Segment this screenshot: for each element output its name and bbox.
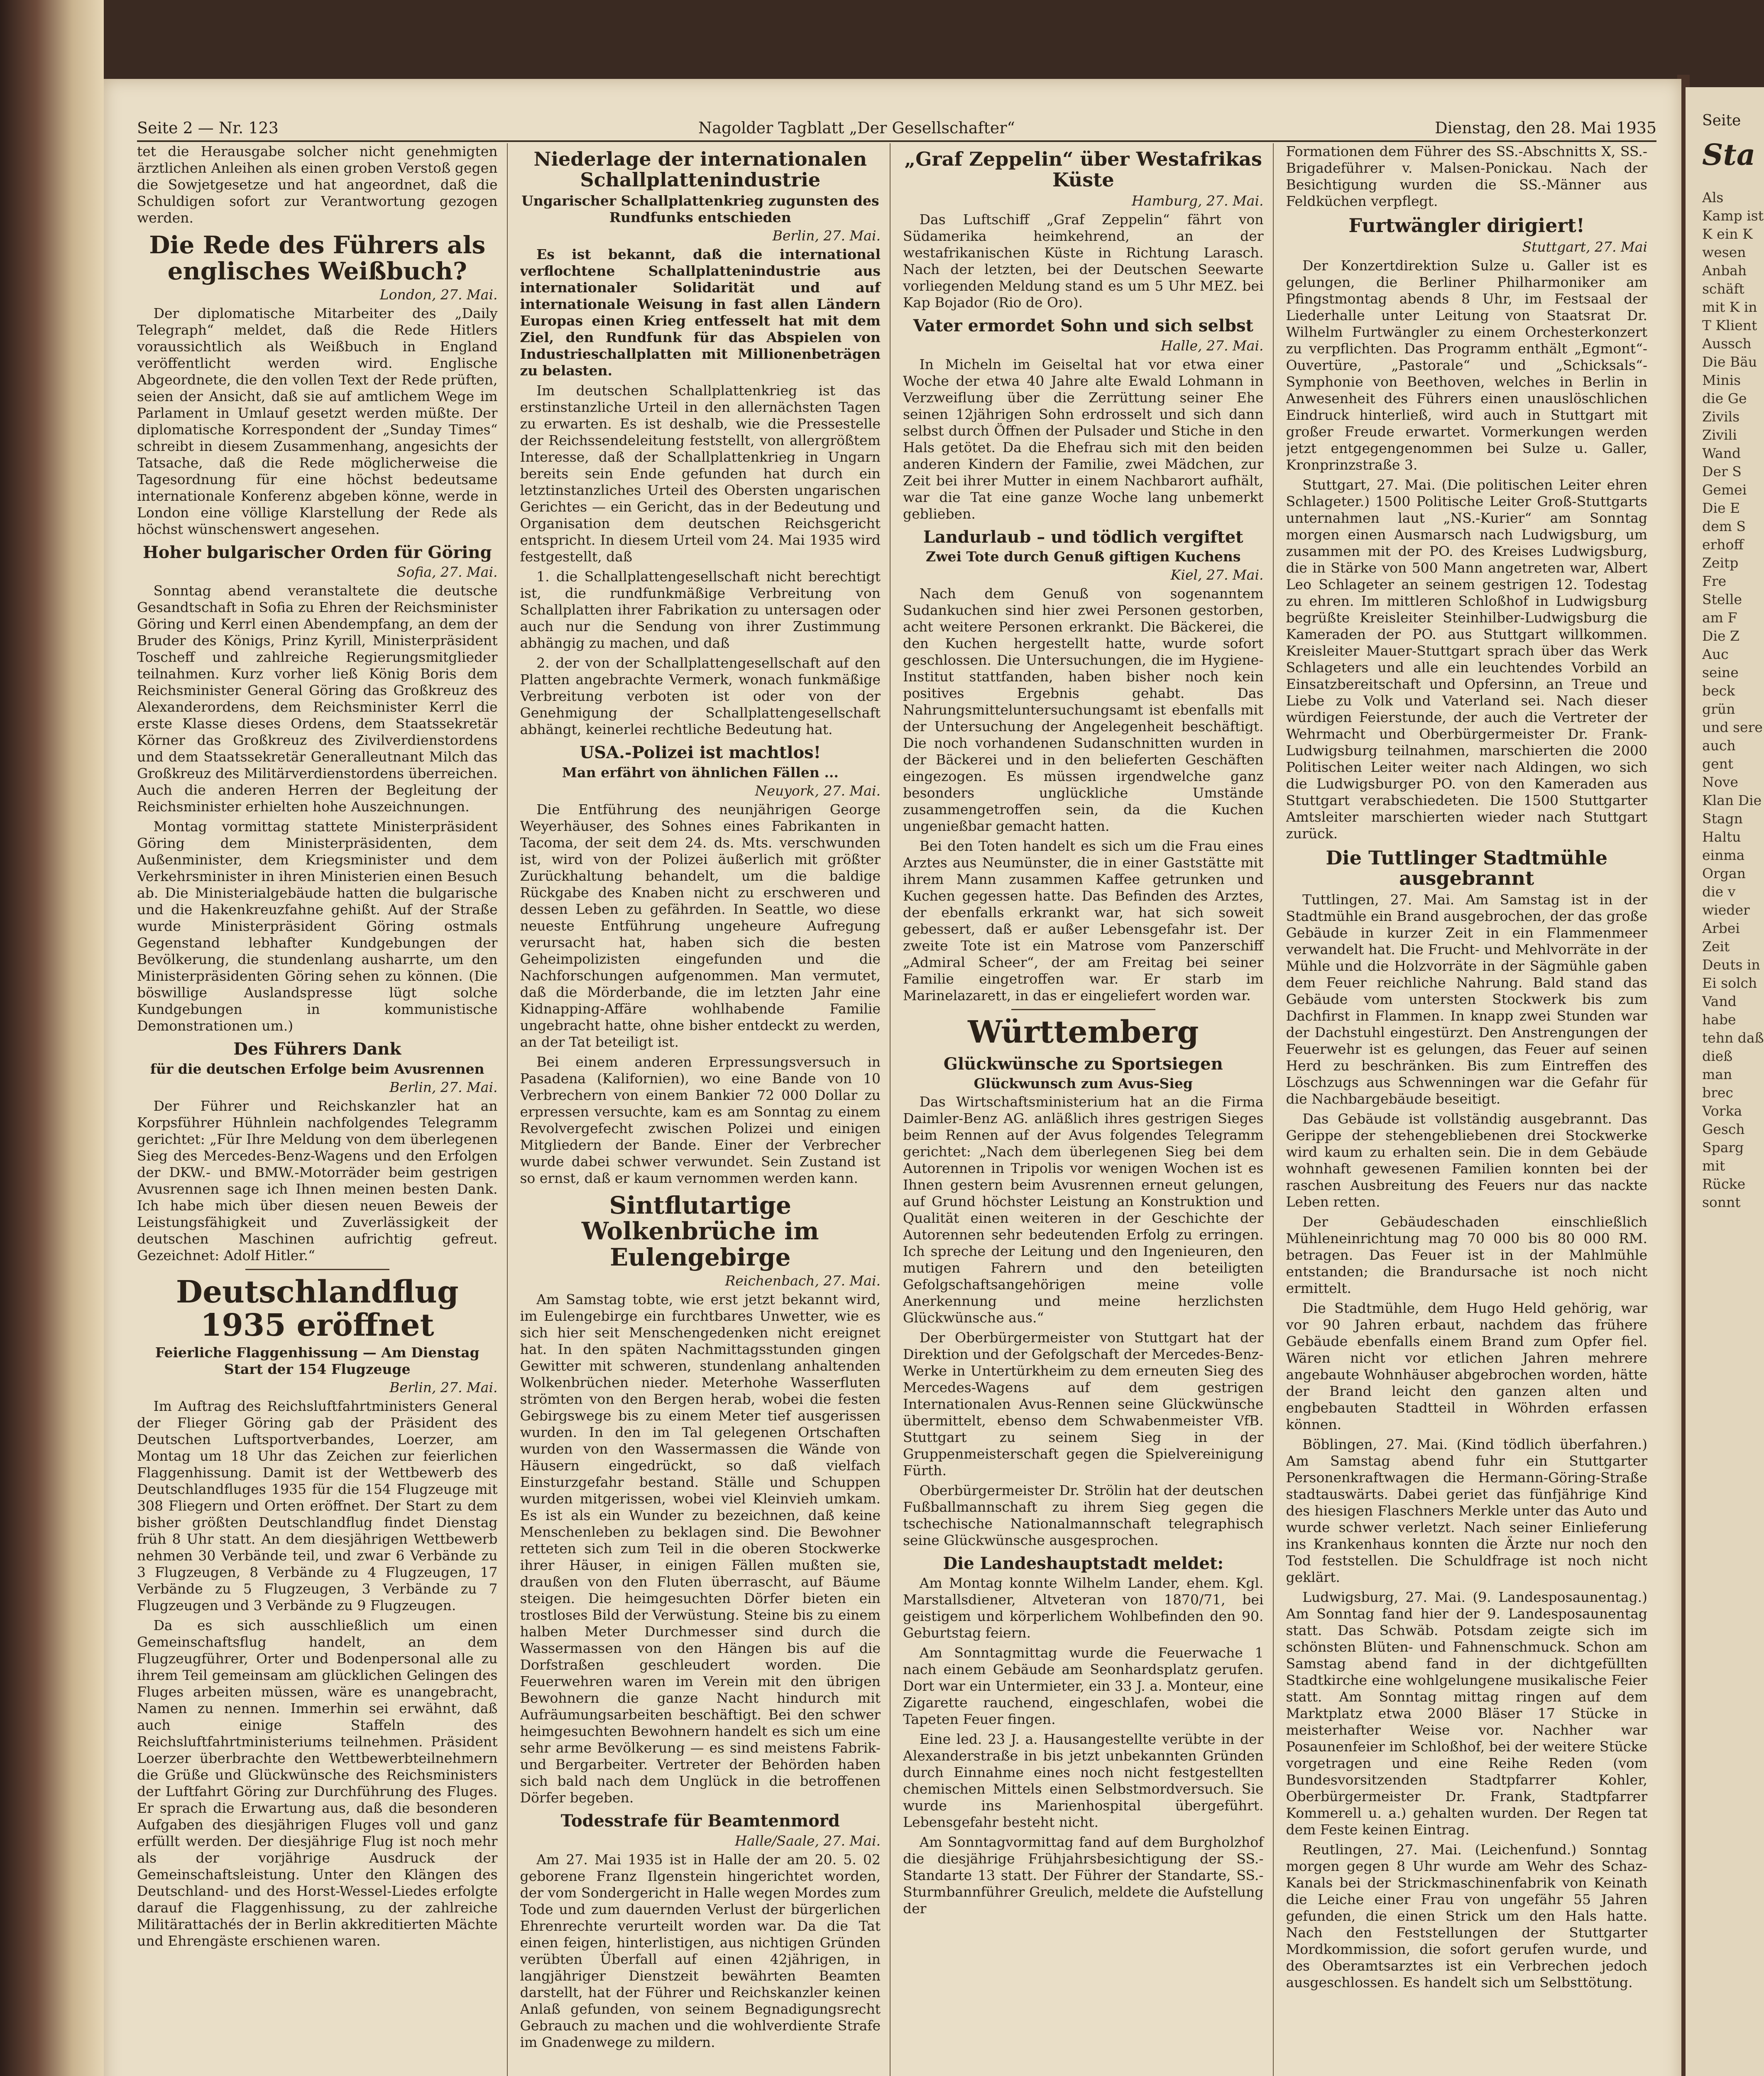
header-date: Dienstag, den 28. Mai 1935 — [1435, 119, 1656, 137]
article-paragraph: Am Montag konnte Wilhelm Lander, ehem. Kgl. Marstallsdiener, Altveteran von 1870/71, bei geistigem und körperlichem Wohlbefinden den 90. Geburtstag feiern. — [903, 1575, 1264, 1641]
column-3 — [903, 143, 1274, 2076]
article-headline: Vater ermordet Sohn und sich selbst — [913, 316, 1254, 336]
article-dateline: Halle/Saale, 27. Mai. — [735, 1832, 881, 1849]
article-paragraph: 1. die Schallplattengesellschaft nicht berechtigt ist, die rundfunkmäßige Verbreitung von Schallplatten ihrer Fabrikation zu untersagen oder auch nur die Sendung von ihrer Zustimmung abhängig zu machen, und daß — [520, 568, 881, 651]
article-paragraph: Am 27. Mai 1935 ist in Halle der am 20. 5. 02 geborene Franz Ilgenstein hingerichtet worden, der vom Sondergericht in Halle wegen Mordes zum Tode und zum dauernden Verlust der bürgerlichen Ehrenrechte verurteilt worden war. Da die Tat einen feigen, hinterlistigen, aus nichtigen Gründen verübten Überfall auf einen 42jährigen, in langjähriger Dienstzeit bewährten Beamten darstellt, hat der Führer und Reichskanzler keinen Anlaß gefunden, von seinem Begnadigungsrecht Gebrauch zu machen und die wohlverdiente Strafe im Gnadenwege zu mildern. — [520, 1851, 881, 2050]
article-dateline: Berlin, 27. Mai. — [389, 1379, 498, 1396]
article-paragraph: Reutlingen, 27. Mai. (Leichenfund.) Sonntag morgen gegen 8 Uhr wurde am Wehr des Schaz-Kanals bei der Strickmaschinenfabrik von Keinath die Leiche einer Frau von ungefähr 55 Jahren gefunden, die einen Strick um den Hals hatte. Nach den Feststellungen der Stuttgarter Mordkommission, die sofort gerufen wurde, und des Oberamtsarztes ist ein Verbrechen jedoch ausgeschlossen. Es handelt sich um Selbsttötung. — [1286, 1841, 1647, 1991]
article-paragraph: Im deutschen Schallplattenkrieg ist das erstinstanzliche Urteil in den allernächsten Tagen zu erwarten. Es ist deshalb, wie die Pressestelle der Reichssendeleitung feststellt, von allergrößtem Interesse, daß der Schallplattenkrieg in Ungarn bereits sein Ende gefunden hat durch ein letztinstanzliches Urteil des Obersten ungarischen Gerichtes — ein Gericht, das in der Bedeutung und Organisation dem deutschen Reichsgericht entspricht. In diesem Urteil vom 24. Mai 1935 wird festgestellt, daß — [520, 382, 881, 565]
article-paragraph: Da es sich ausschließlich um einen Gemeinschaftsflug handelt, an dem Flugzeugführer, Orter und Bodenpersonal alle zu ihrem Teil gemeinsam am glücklichen Gelingen des Fluges arbeiten müssen, wäre es unangebracht, Namen zu nennen. Immerhin sei erwähnt, daß auch einige Staffeln des Reichsluftfahrtministeriums teilnehmen. Präsident Loerzer überbrachte den Wettbewerbteilnehmern die Grüße und Glückwünsche des Reichsministers der Luftfahrt Göring zur Durchführung des Fluges. Er sprach die Erwartung aus, daß die besonderen Aufgaben des diesjährigen Fluges voll und ganz erfüllt werden. Der diesjährige Flug ist noch mehr als der vorjährige Ausdruck der Gemeinschaftsleistung. Unter den Klängen des Deutschland- und des Horst-Wessel-Liedes erfolgte darauf die Flaggenhissung, zu der zahlreiche Militärattachés der in Berlin akkreditierten Mächte und Ehrengäste erschienen waren. — [137, 1617, 498, 1949]
article-subheadline: Zwei Tote durch Genuß giftigen Kuchens — [925, 548, 1241, 565]
article-subheadline: Glückwunsch zum Avus-Sieg — [974, 1075, 1193, 1092]
article-paragraph: Nach dem Genuß von sogenanntem Sudankuchen sind hier zwei Personen gestorben, acht weitere Personen erkrankt. Die Bäckerei, die den Kuchen hergestellt hatte, wurde sofort geschlossen. Die Untersuchungen, die im Hygiene-Institut stattfanden, haben bisher noch kein positives Ergebnis gehabt. Das Nahrungsmitteluntersuchungsamt ist ebenfalls mit der Untersuchung der Angelegenheit beschäftigt. Die noch vorhandenen Sudanschnitten wurden in der Bäckerei und in den belieferten Geschäften eingezogen. Es müssen irgendwelche ganz besonders unglückliche Umstände zusammengetroffen sein, da die Kuchen ungenießbar gemacht hatten. — [903, 585, 1264, 834]
article-paragraph: 2. der von der Schallplattengesellschaft auf den Platten angebrachte Vermerk, wonach funkmäßige Verbreitung verboten ist oder von der Genehmigung der Schallplattengesellschaft abhängt, keinerlei rechtliche Bedeutung hat. — [520, 655, 881, 738]
article-headline: Die Rede des Führers als englisches Weißbuch? — [149, 231, 486, 285]
article-paragraph: Tuttlingen, 27. Mai. Am Samstag ist in der Stadtmühle ein Brand ausgebrochen, der das große Gebäude in kurzer Zeit in ein Flammenmeer verwandelt hat. Die Frucht- und Mehlvorräte in der Mühle und die Holzvorräte in der Sägmühle gaben dem Feuer reichliche Nahrung. Bald stand das Gebäude vom untersten Stockwerk bis zum Dachfirst in Flammen. In knapp zwei Stunden war der Dachstuhl eingestürzt. Den Anstrengungen der Feuerwehr ist es gelungen, das Feuer auf seinen Herd zu beschränken. Bis zum Eintreffen des Löschzugs aus Schwenningen war die Gefahr für die Nachbargebäude beseitigt. — [1286, 891, 1647, 1107]
article-headline: Deutschlandflug 1935 eröffnet — [176, 1274, 459, 1343]
article-paragraph: Bei einem anderen Erpressungsversuch in Pasadena (Kalifornien), wo eine Bande von 10 Verbrechern von einem Bankier 72 000 Dollar zu erpressen versuchte, kam es am Sonntag zu einem Revolvergefecht zwischen Polizei und einigen Mitgliedern der Bande. Einer der Verbrecher wurde dabei schwer verwundet. Sein Zustand ist so ernst, daß er kaum vernommen werden kann. — [520, 1053, 881, 1186]
article-paragraph: Bei den Toten handelt es sich um die Frau eines Arztes aus Neumünster, die in einer Gaststätte mit ihrem Mann zusammen Kaffee getrunken und Kuchen gegessen hatte. Das Befinden des Arztes, der ebenfalls erkrankt war, hat sich soweit gebessert, daß er außer Lebensgefahr ist. Der zweite Tote ist ein Matrose vom Panzerschiff „Admiral Scheer“, der am Freitag bei seiner Familie eingetroffen war. Er starb im Marinelazarett, in das er eingeliefert worden war. — [903, 837, 1264, 1004]
article-dateline: Berlin, 27. Mai. — [389, 1079, 498, 1095]
article-headline: „Graf Zeppelin“ über Westafrikas Küste — [904, 148, 1262, 191]
article-paragraph: tet die Herausgabe solcher nicht genehmigten ärztlichen Anleihen als einen groben Verstoß gegen die Sowjetgesetze und hat angeordnet, daß die Schuldigen sofort zur Verantwortung gezogen werden. — [137, 143, 498, 226]
article-headline: Todesstrafe für Beamtenmord — [560, 1811, 840, 1831]
article-paragraph: In Micheln im Geiseltal hat vor etwa einer Woche der etwa 40 Jahre alte Ewald Lohmann in Verzweiflung über die Zerrüttung seiner Ehe seinen 12jährigen Sohn erdrosselt und sich dann selbst durch Öffnen der Pulsader und Stiche in den Hals getötet. Da die Ehefrau sich mit den beiden anderen Kindern der Familie, zwei Mädchen, zur Zeit bei ihrer Mutter in einem Nachbarort aufhält, war die Tat eine ganze Woche lang unbemerkt geblieben. — [903, 356, 1264, 522]
column-2 — [520, 143, 891, 2076]
article-subheadline: Ungarischer Schallplattenkrieg zugunsten des Rundfunks entschieden — [521, 193, 879, 226]
article-paragraph: Montag vormittag stattete Ministerpräsident Göring dem Ministerpräsidenten, dem Außenminister, dem Kriegsminister und dem Verkehrsminister in ihren Ministerien einen Besuch ab. Die Ministerialgebäude hatten die bulgarische und die Hakenkreuzfahne gehißt. Auf der Straße wurde Ministerpräsident Göring ostmals Gegenstand lebhafter Kundgebungen der Bevölkerung, die stundenlang ausharrte, um den Ministerpräsidenten Göring sehen zu können. (Die böswillige Auslandspresse lügt solche Kundgebungen in kommunistische Demonstrationen um.) — [137, 818, 498, 1034]
article-headline: Niederlage der internationalen Schallplattenindustrie — [533, 148, 867, 191]
article-paragraph: Es ist bekannt, daß die international verflochtene Schallplattenindustrie aus internationaler Solidarität und auf internationale Weisung in fast allen Ländern Europas einen Krieg entfesselt hat mit dem Ziel, den Rundfunk für das Abspielen von Industrieschallplatten mit Millionenbeträgen zu belasten. — [520, 246, 881, 379]
article-paragraph: Im Auftrag des Reichsluftfahrtministers General der Flieger Göring gab der Präsident des Deutschen Luftsportverbandes, Loerzer, am Montag um 18 Uhr das Zeichen zur feierlichen Flaggenhissung. Damit ist der Wettbewerb des Deutschlandfluges 1935 für die 154 Flugzeuge mit 308 Fliegern und Orten eröffnet. Der Start zu dem bisher größten Deutschlandflug findet Dienstag früh 8 Uhr statt. An dem diesjährigen Wettbewerb nehmen 30 Verbände teil, und zwar 6 Verbände zu 3 Flugzeugen, 8 Verbände zu 4 Flugzeugen, 17 Verbände zu 5 Flugzeugen, 3 Verbände zu 7 Flugzeugen und 3 Verbände zu 9 Flugzeugen. — [137, 1398, 498, 1614]
article-headline: Die Tuttlinger Stadtmühle ausgebrannt — [1326, 846, 1608, 890]
article-paragraph: Sonntag abend veranstaltete die deutsche Gesandtschaft in Sofia zu Ehren der Reichsminister Göring und Kerrl einen Abendempfang, an dem der Bruder des Königs, Prinz Kyrill, Ministerpräsident Toscheff und zahlreiche Regierungsmitglieder teilnahmen. Kurz vorher ließ König Boris dem Reichsminister General Göring das Großkreuz des Alexanderordens, dem Reichsminister Kerrl die erste Klasse dieses Ordens, dem Staatssekretär Körner das Großkreuz des Zivilverdienstordens und dem Staatssekretär Generalleutnant Milch das Großkreuz des Militärverdienstordens überreichen. Auch die anderen Herren der Begleitung der Reichsminister erhielten hohe Auszeichnungen. — [137, 583, 498, 815]
article-dateline: Reichenbach, 27. Mai. — [725, 1273, 881, 1289]
article-paragraph: Die Entführung des neunjährigen George Weyerhäuser, des Sohnes eines Fabrikanten in Tacoma, der seit dem 24. ds. Mts. verschwunden ist, wird von der Polizei äußerlich mit größter Zurückhaltung behandelt, um die baldige Rückgabe des Knaben nicht zu erschweren und dessen Leben zu gefährden. In Seattle, wo diese neueste Entführung ungeheure Aufregung verursacht hat, haben sich die besten Geheimpolizisten eingefunden und die Nachforschungen aufgenommen. Man vermutet, daß die Mörderbande, die im letzten Jahr eine Kidnapping-Affäre wohlhabende Familie ungebracht hatte, ohne bisher entdeckt zu werden, an der Tat beteiligt ist. — [520, 801, 881, 1050]
article-paragraph: Der Oberbürgermeister von Stuttgart hat der Direktion und der Gefolgschaft der Mercedes-Benz-Werke in Untertürkheim zu dem erneuten Sieg des Mercedes-Wagens auf dem gestrigen Internationalen Avus-Rennen seine Glückwünsche übermittelt, ebenso dem Schwabenmeister VfB. Stuttgart zu seinem Sieg in der Gruppenmeisterschaft gegen die Spielvereinigung Fürth. — [903, 1329, 1264, 1479]
article-paragraph: Das Gebäude ist vollständig ausgebrannt. Das Gerippe der stehengebliebenen drei Stockwerke wird kaum zu erhalten sein. Die in dem Gebäude wohnhaft gewesenen Familien konnten bei der raschen Ausbreitung des Feuers nur das nackte Leben retten. — [1286, 1111, 1647, 1210]
article-paragraph: Stuttgart, 27. Mai. (Die politischen Leiter ehren Schlageter.) 1500 Politische Leiter Groß-Stuttgarts unternahmen laut „NS.-Kurier“ am Sonntag morgen einen Ausmarsch nach Ludwigsburg, um zusammen mit der PO. des Kreises Ludwigsburg, die in Stärke von 500 Mann angetreten war, Albert Leo Schlageter an seinem gestrigen 12. Todestag zu ehren. Im mittleren Schloßhof in Ludwigsburg begrüßte Kreisleiter Steinhilber-Ludwigsburg die Kameraden der PO. aus Stuttgart willkommen. Kreisleiter Mauer-Stuttgart sprach über das Werk Schlageters und alle ein leuchtendes Vorbild an Einsatzbereitschaft und Opfersinn, an Treue und Liebe zu Volk und Vaterland sei. Nach dieser würdigen Feierstunde, der auch die Vertreter der Wehrmacht und Oberbürgermeister Dr. Frank-Ludwigsburg teilnahmen, marschierten die 2000 Politischen Leiter weiter nach Aldingen, wo sich die Ludwigsburger PO. von den Kameraden aus Stuttgart verabschiedeten. Die 1500 Stuttgarter Amtsleiter marschierten wieder nach Stuttgart zurück. — [1286, 476, 1647, 842]
adjacent-page-title: Sta — [1702, 137, 1756, 172]
article-dateline: Kiel, 27. Mai. — [1170, 566, 1264, 583]
article-headline: Sintflutartige Wolkenbrüche im Eulengebirge — [581, 1191, 819, 1271]
article-paragraph: Der Gebäudeschaden einschließlich Mühleneinrichtung mag 70 000 bis 80 000 RM. betragen. Das Feuer ist in der Mahlmühle entstanden; die Brandursache ist noch nicht ermittelt. — [1286, 1214, 1647, 1297]
article-dateline: London, 27. Mai. — [379, 286, 498, 303]
article-headline: Hoher bulgarischer Orden für Göring — [142, 543, 492, 563]
article-subheadline: Feierliche Flaggenhissung — Am Dienstag Start der 154 Flugzeuge — [155, 1344, 480, 1378]
article-dateline: Halle, 27. Mai. — [1160, 337, 1264, 354]
article-paragraph: Am Sonntagvormittag fand auf dem Burgholzhof die diesjährige Frühjahrsbesichtigung der SS.-Standarte 13 statt. Der Führer der Standarte, SS.-Sturmbannführer Greulich, meldete die Aufstellung der — [903, 1834, 1264, 1917]
article-paragraph: Oberbürgermeister Dr. Strölin hat der deutschen Fußballmannschaft zu ihrem Sieg gegen die tschechische Nationalmannschaft telegraphisch seine Glückwünsche ausgesprochen. — [903, 1482, 1264, 1548]
article-headline: Landurlaub – und tödlich vergiftet — [923, 527, 1243, 547]
article-paragraph: Der Führer und Reichskanzler hat an Korpsführer Hühnlein nachfolgendes Telegramm gerichtet: „Für Ihre Meldung von dem überlegenen Sieg des Mercedes-Benz-Wagens und den Erfolgen der DKW.- und BMW.-Motorräder beim gestrigen Avusrennen sage ich Ihnen meinen besten Dank. Ich habe mich über diesen neuen Beweis der Leistungsfähigkeit und Zuverlässigkeit der deutschen Maschinen aufrichtig gefreut. Gezeichnet: Adolf Hitler.“ — [137, 1097, 498, 1263]
adjacent-page — [1686, 87, 1764, 2076]
article-paragraph: Das Wirtschaftsministerium hat an die Firma Daimler-Benz AG. anläßlich ihres gestrigen Sieges beim Rennen auf der Avus folgendes Telegramm gerichtet: „Nach dem überlegenen Sieg bei dem Autorennen in Tripolis vor wenigen Wochen ist es Ihnen gestern beim Avusrennen erneut gelungen, auf Grund höchster Leistung an Konstruktion und Qualität einen weiteren in der Geschichte der Autorennen sehr bedeutenden Erfolg zu erringen. Ich spreche der Leitung und den Ingenieuren, den mutigen Fahrern und den beteiligten Gefolgschaftsangehörigen meine volle Anerkennung und meine herzlichsten Glückwünsche aus.“ — [903, 1093, 1264, 1326]
section-divider — [245, 1269, 389, 1270]
column-1 — [137, 143, 508, 2076]
article-paragraph: Die Stadtmühle, dem Hugo Held gehörig, war vor 90 Jahren erbaut, nachdem das frühere Gebäude ebenfalls einem Brand zum Opfer fiel. Wären nicht vor etlichen Jahren mehrere angebaute Wohnhäuser abgebrochen worden, hätte der Brand leicht den ganzen alten und engbebauten Stadtteil in Wöhrden erfassen können. — [1286, 1300, 1647, 1433]
section-divider — [1011, 1009, 1155, 1010]
article-headline: USA.-Polizei ist machtlos! — [580, 743, 821, 763]
article-headline: Die Landeshauptstadt meldet: — [943, 1553, 1224, 1573]
article-columns — [137, 143, 1656, 2076]
article-dateline: Hamburg, 27. Mai. — [1132, 193, 1264, 209]
adjacent-page-text: Als Kamp ist K ein K wesen Anbah schäft mit K in T Klient Aussch Die Bäu Minis die Ge Zivils Zivili Wand Der S Gemei Die E dem S erhoff Zeitp Fre Stelle am F Die Z Auc seine beck grün und sere auch gent Nove Klan Die Stagn Haltu einma Organ die v wieder Arbei Zeit Deuts in Ei solch Vand habe tehn daß dieß man brec Vorka Gesch Sparg mit Rücke sonnt — [1702, 189, 1764, 1210]
article-paragraph: Der diplomatische Mitarbeiter des „Daily Telegraph“ meldet, daß die Rede Hitlers voraussichtlich als Weißbuch in England veröffentlicht werden wird. Englische Abgeordnete, die den vollen Text der Rede prüften, seien der Ansicht, daß sie auf amtlichem Wege im Parlament in Umlauf gesetzt werden müßte. Der diplomatische Korrespondent der „Sunday Times“ schreibt in diesem Zusammenhang, angesichts der Tatsache, daß die Rede möglicherweise die Tagesordnung für eine höchst bedeutsame internationale Konferenz abgeben könne, werde in London eine völlige Klarstellung der Rede als höchst wünschenswert angesehen. — [137, 305, 498, 538]
article-dateline: Sofia, 27. Mai. — [396, 564, 498, 580]
article-paragraph: Am Samstag tobte, wie erst jetzt bekannt wird, im Eulengebirge ein furchtbares Unwetter, wie es sich hier seit Menschengedenken nicht ereignet hat. In den späten Nachmittagsstunden gingen Gewitter mit schweren, stundenlang anhaltenden Wolkenbrüchen nieder. Meterhohe Wasserfluten strömten von den Bergen herab, wobei die festen Gebirgswege bis zu einem Meter tief ausgerissen wurden. In den im Tal gelegenen Ortschaften wurden von den Wassermassen die Wände von Häusern eingedrückt, so daß vielfach Einsturzgefahr bestand. Ställe und Schuppen wurden mitgerissen, wobei viel Kleinvieh umkam. Es ist als ein Wunder zu bezeichnen, daß keine Menschenleben zu beklagen sind. Die Bewohner retteten sich zum Teil in die oberen Stockwerke ihrer Häuser, in einigen Fällen mußten sie, draußen von den Fluten überrascht, auf Bäume steigen. Die heimgesuchten Dörfer bieten ein trostloses Bild der Verwüstung. Steine bis zu einem halben Meter Durchmesser sind durch die Wassermassen von den Hängen bis auf die Dorfstraßen geschleudert worden. Die Feuerwehren waren im Verein mit den übrigen Bewohnern die ganze Nacht hindurch mit Aufräumungsarbeiten beschäftigt. Bei den schwer heimgesuchten Bewohnern handelt es sich um eine sehr arme Bevölkerung — es sind meistens Fabrik- und Bergarbeiter. Vertreter der Behörden haben sich bald nach dem Unglück in die betroffenen Dörfer begeben. — [520, 1291, 881, 1806]
column-4 — [1286, 143, 1657, 2076]
article-paragraph: Das Luftschiff „Graf Zeppelin“ fährt von Südamerika heimkehrend, an der westafrikanischen Küste in Richtung Larasch. Nach der letzten, bei der Deutschen Seewarte vorliegenden Meldung stand es um 5 Uhr MEZ. bei Kap Bojador (Rio de Oro). — [903, 211, 1264, 311]
article-paragraph: Böblingen, 27. Mai. (Kind tödlich überfahren.) Am Samstag abend fuhr ein Stuttgarter Personenkraftwagen die Hermann-Göring-Straße stadtauswärts. Dabei geriet das fünfjährige Kind des hiesigen Flaschners Merkle unter das Auto und wurde schwer verletzt. Nach seiner Einlieferung ins Krankenhaus konnten die Ärzte nur noch den Tod feststellen. Die Schuldfrage ist noch nicht geklärt. — [1286, 1436, 1647, 1586]
article-dateline: Berlin, 27. Mai. — [772, 228, 881, 244]
article-paragraph: Eine led. 23 J. a. Hausangestellte verübte in der Alexanderstraße in bis jetzt unbekannten Gründen durch Einnahme eines noch nicht festgestellten chemischen Mittels einen Selbstmordversuch. Sie wurde ins Marienhospital übergeführt. Lebensgefahr besteht nicht. — [903, 1731, 1264, 1830]
article-paragraph: Ludwigsburg, 27. Mai. (9. Landesposaunentag.) Am Sonntag fand hier der 9. Landesposaunentag statt. Das Schwäb. Potsdam zeigte sich im schönsten Blüten- und Fahnenschmuck. Schon am Samstag abend fand in der dichtgefüllten Stadtkirche eine wohlgelungene musikalische Feier statt. Am Sonntag mittag ringen auf dem Marktplatz etwa 2000 Bläser 17 Stücke in meisterhafter Weise vor. Nachher war Posaunenfeier im Schloßhof, bei der weitere Stücke vorgetragen und eine Reihe Reden (vom Bundesvorsitzenden Stadtpfarrer Kohler, Oberbürgermeister Dr. Frank, Stadtpfarrer Kommerell u. a.) gehalten wurden. Der Regen tat dem Feste keinen Eintrag. — [1286, 1589, 1647, 1838]
article-headline: Furtwängler dirigiert! — [1348, 214, 1585, 237]
header-masthead: Nagolder Tagblatt „Der Gesellschafter“ — [698, 119, 1015, 137]
article-headline: Glückwünsche zu Sportsiegen — [943, 1054, 1223, 1074]
page-header — [137, 112, 1656, 142]
article-paragraph: Formationen dem Führer des SS.-Abschnitts X, SS.-Brigadeführer v. Malsen-Ponickau. Nach der Besichtigung wurden die SS.-Männer aus Feldküchen verpflegt. — [1286, 143, 1647, 209]
article-paragraph: Der Konzertdirektion Sulze u. Galler ist es gelungen, die Berliner Philharmoniker am Pfingstmontag abends 8 Uhr, im Festsaal der Liederhalle unter Leitung von Staatsrat Dr. Wilhelm Furtwängler zu einem Orchesterkonzert zu verpflichten. Das Programm enthält „Egmont“-Ouvertüre, „Pastorale“ und „Schicksals“-Symphonie von Beethoven, welches in Berlin in Anwesenheit des Führers einen unauslöschlichen Eindruck hinterließ, wird auch in Stuttgart mit großer Freude erwartet. Vormerkungen werden jetzt entgegengenommen bei Sulze u. Galler, Kronprinzstraße 3. — [1286, 257, 1647, 473]
book-page-edges — [0, 0, 104, 2076]
article-subheadline: Man erfährt von ähnlichen Fällen ... — [562, 764, 839, 781]
header-page-number: Seite 2 — Nr. 123 — [137, 119, 279, 137]
article-headline: Württemberg — [968, 1014, 1199, 1050]
adjacent-page-header: Seite — [1702, 112, 1741, 129]
article-dateline: Neuyork, 27. Mai. — [755, 782, 881, 799]
article-headline: Des Führers Dank — [233, 1039, 401, 1059]
article-paragraph: Am Sonntagmittag wurde die Feuerwache 1 nach einem Gebäude am Seonhardsplatz gerufen. Dort war ein Untermieter, ein 33 J. a. Monteur, eine Zigarette rauchend, eingeschlafen, wobei die Tapeten Feuer fingen. — [903, 1645, 1264, 1727]
article-dateline: Stuttgart, 27. Mai — [1522, 238, 1647, 255]
article-subheadline: für die deutschen Erfolge beim Avusrennen — [150, 1060, 484, 1077]
